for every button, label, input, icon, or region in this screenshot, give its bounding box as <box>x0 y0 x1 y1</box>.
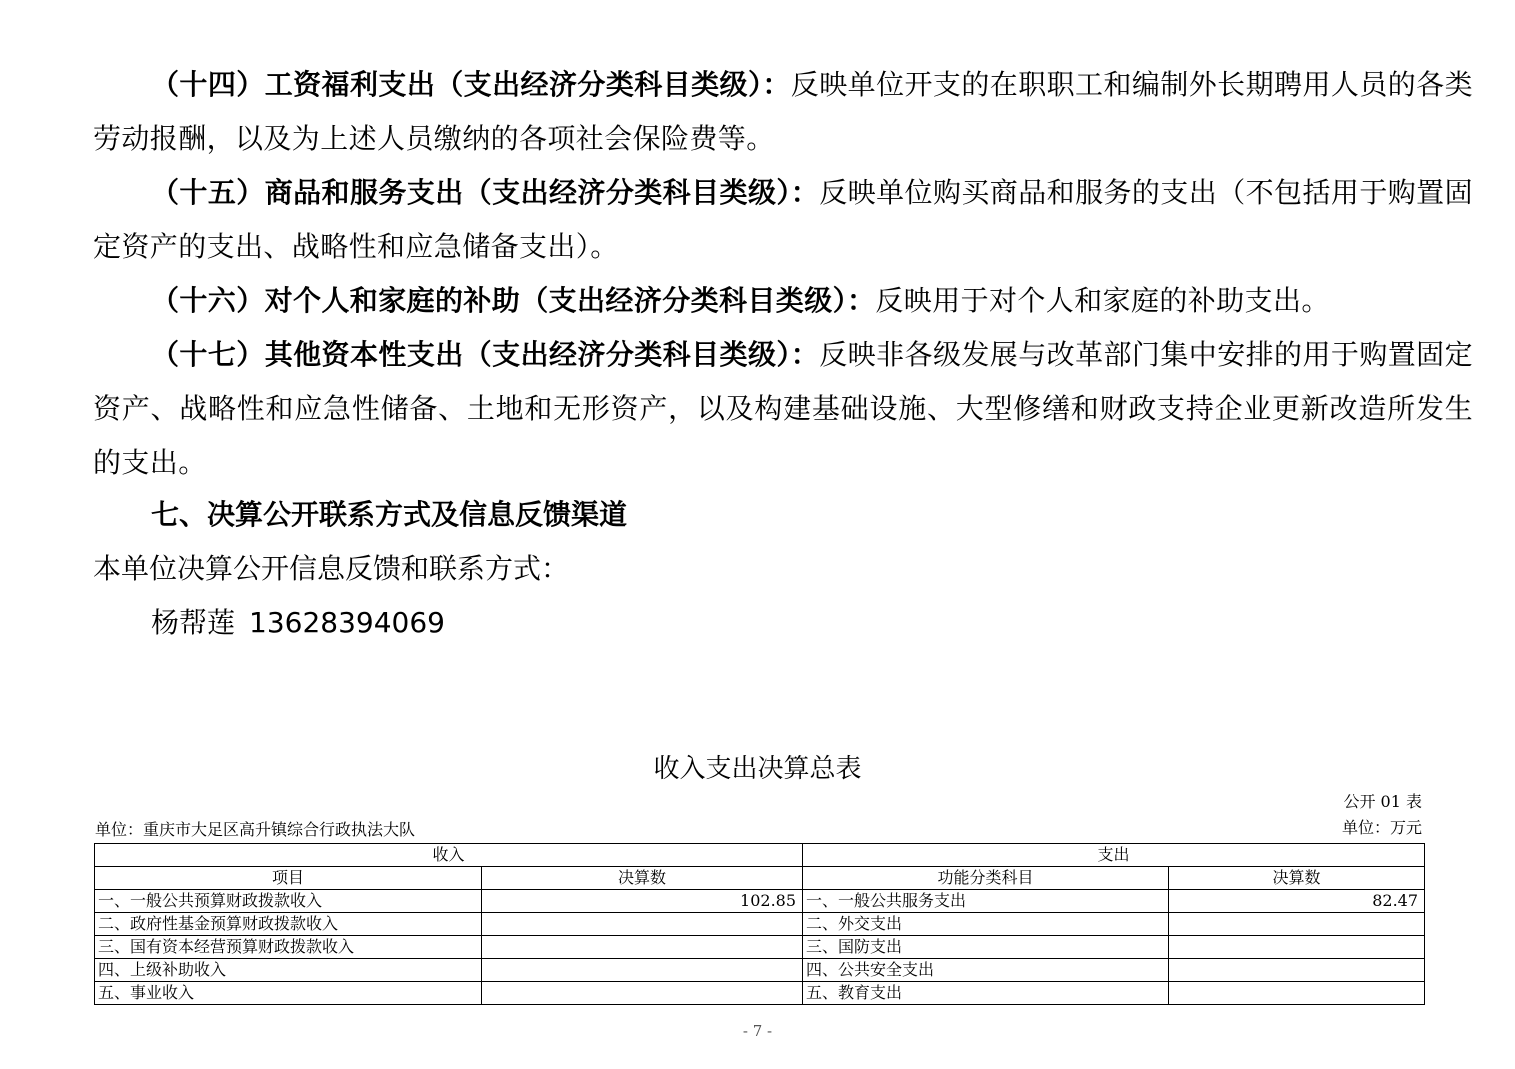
expense-amount-cell <box>1169 913 1425 936</box>
section-7-heading: 七、决算公开联系方式及信息反馈渠道 <box>151 498 628 531</box>
expense-item-cell: 二、外交支出 <box>803 913 1169 936</box>
income-item-header: 项目 <box>95 867 482 890</box>
table-column-header-row <box>95 867 1425 890</box>
expense-item-cell: 四、公共安全支出 <box>803 959 1169 982</box>
table-group-header-row <box>95 844 1425 867</box>
contact-line <box>151 596 445 650</box>
paragraph-15 <box>93 166 1473 274</box>
contact-name: 杨帮莲 <box>151 606 236 639</box>
expense-amount-cell: 82.47 <box>1169 890 1425 913</box>
paragraph-17 <box>93 328 1473 490</box>
expense-item-cell: 五、教育支出 <box>803 982 1169 1005</box>
table-title: 收入支出决算总表 <box>653 754 862 784</box>
contact-phone: 13628394069 <box>249 606 445 639</box>
income-amount-cell <box>482 959 803 982</box>
paragraph-15-lead: （十五）商品和服务支出（支出经济分类科目类级）： <box>151 176 820 209</box>
expense-amount-header: 决算数 <box>1169 867 1425 890</box>
income-item-cell: 三、国有资本经营预算财政拨款收入 <box>95 936 482 959</box>
expense-item-cell: 三、国防支出 <box>803 936 1169 959</box>
income-item-cell: 二、政府性基金预算财政拨款收入 <box>95 913 482 936</box>
form-number: 公开 01 表 <box>1343 792 1422 811</box>
paragraph-17-text: 反映非各级发展与改革部门集中安排的用于购置固定资产、战略性和应急性储备、土地和无形资产，以及构建基础设施、大型修缮和财政支持企业更新改造所发生的支出。 <box>93 338 1474 479</box>
expense-amount-cell <box>1169 936 1425 959</box>
table-row <box>95 913 1425 936</box>
income-amount-cell: 102.85 <box>482 890 803 913</box>
income-item-cell: 五、事业收入 <box>95 982 482 1005</box>
table-row <box>95 982 1425 1005</box>
income-amount-cell <box>482 982 803 1005</box>
table-row <box>95 890 1425 913</box>
paragraph-16-text: 反映用于对个人和家庭的补助支出。 <box>875 284 1330 317</box>
expense-group-header: 支出 <box>803 844 1425 867</box>
expense-amount-cell <box>1169 982 1425 1005</box>
currency-unit: 单位：万元 <box>1341 818 1422 837</box>
paragraph-14-lead: （十四）工资福利支出（支出经济分类科目类级）： <box>151 68 791 101</box>
expense-item-cell: 一、一般公共服务支出 <box>803 890 1169 913</box>
expense-item-header: 功能分类科目 <box>803 867 1169 890</box>
contact-label: 本单位决算公开信息反馈和联系方式： <box>93 552 570 585</box>
income-amount-cell <box>482 936 803 959</box>
paragraph-16-lead: （十六）对个人和家庭的补助（支出经济分类科目类级）： <box>151 284 876 317</box>
paragraph-14-text: 反映单位开支的在职职工和编制外长期聘用人员的各类劳动报酬，以及为上述人员缴纳的各项社会保险费等。 <box>93 68 1473 155</box>
paragraph-16 <box>93 274 1473 328</box>
table-row <box>95 936 1425 959</box>
income-amount-cell <box>482 913 803 936</box>
income-item-cell: 一、一般公共预算财政拨款收入 <box>95 890 482 913</box>
income-group-header: 收入 <box>95 844 803 867</box>
reporting-unit: 单位：重庆市大足区高升镇综合行政执法大队 <box>95 820 416 839</box>
paragraph-15-text: 反映单位购买商品和服务的支出（不包括用于购置固定资产的支出、战略性和应急储备支出）。 <box>93 176 1474 263</box>
paragraph-17-lead: （十七）其他资本性支出（支出经济分类科目类级）： <box>151 338 820 371</box>
income-amount-header: 决算数 <box>482 867 803 890</box>
expense-amount-cell <box>1169 959 1425 982</box>
table-row <box>95 959 1425 982</box>
income-item-cell: 四、上级补助收入 <box>95 959 482 982</box>
page-number: - 7 - <box>742 1022 773 1040</box>
income-expense-summary-table <box>94 843 1425 1005</box>
paragraph-14 <box>93 58 1473 166</box>
